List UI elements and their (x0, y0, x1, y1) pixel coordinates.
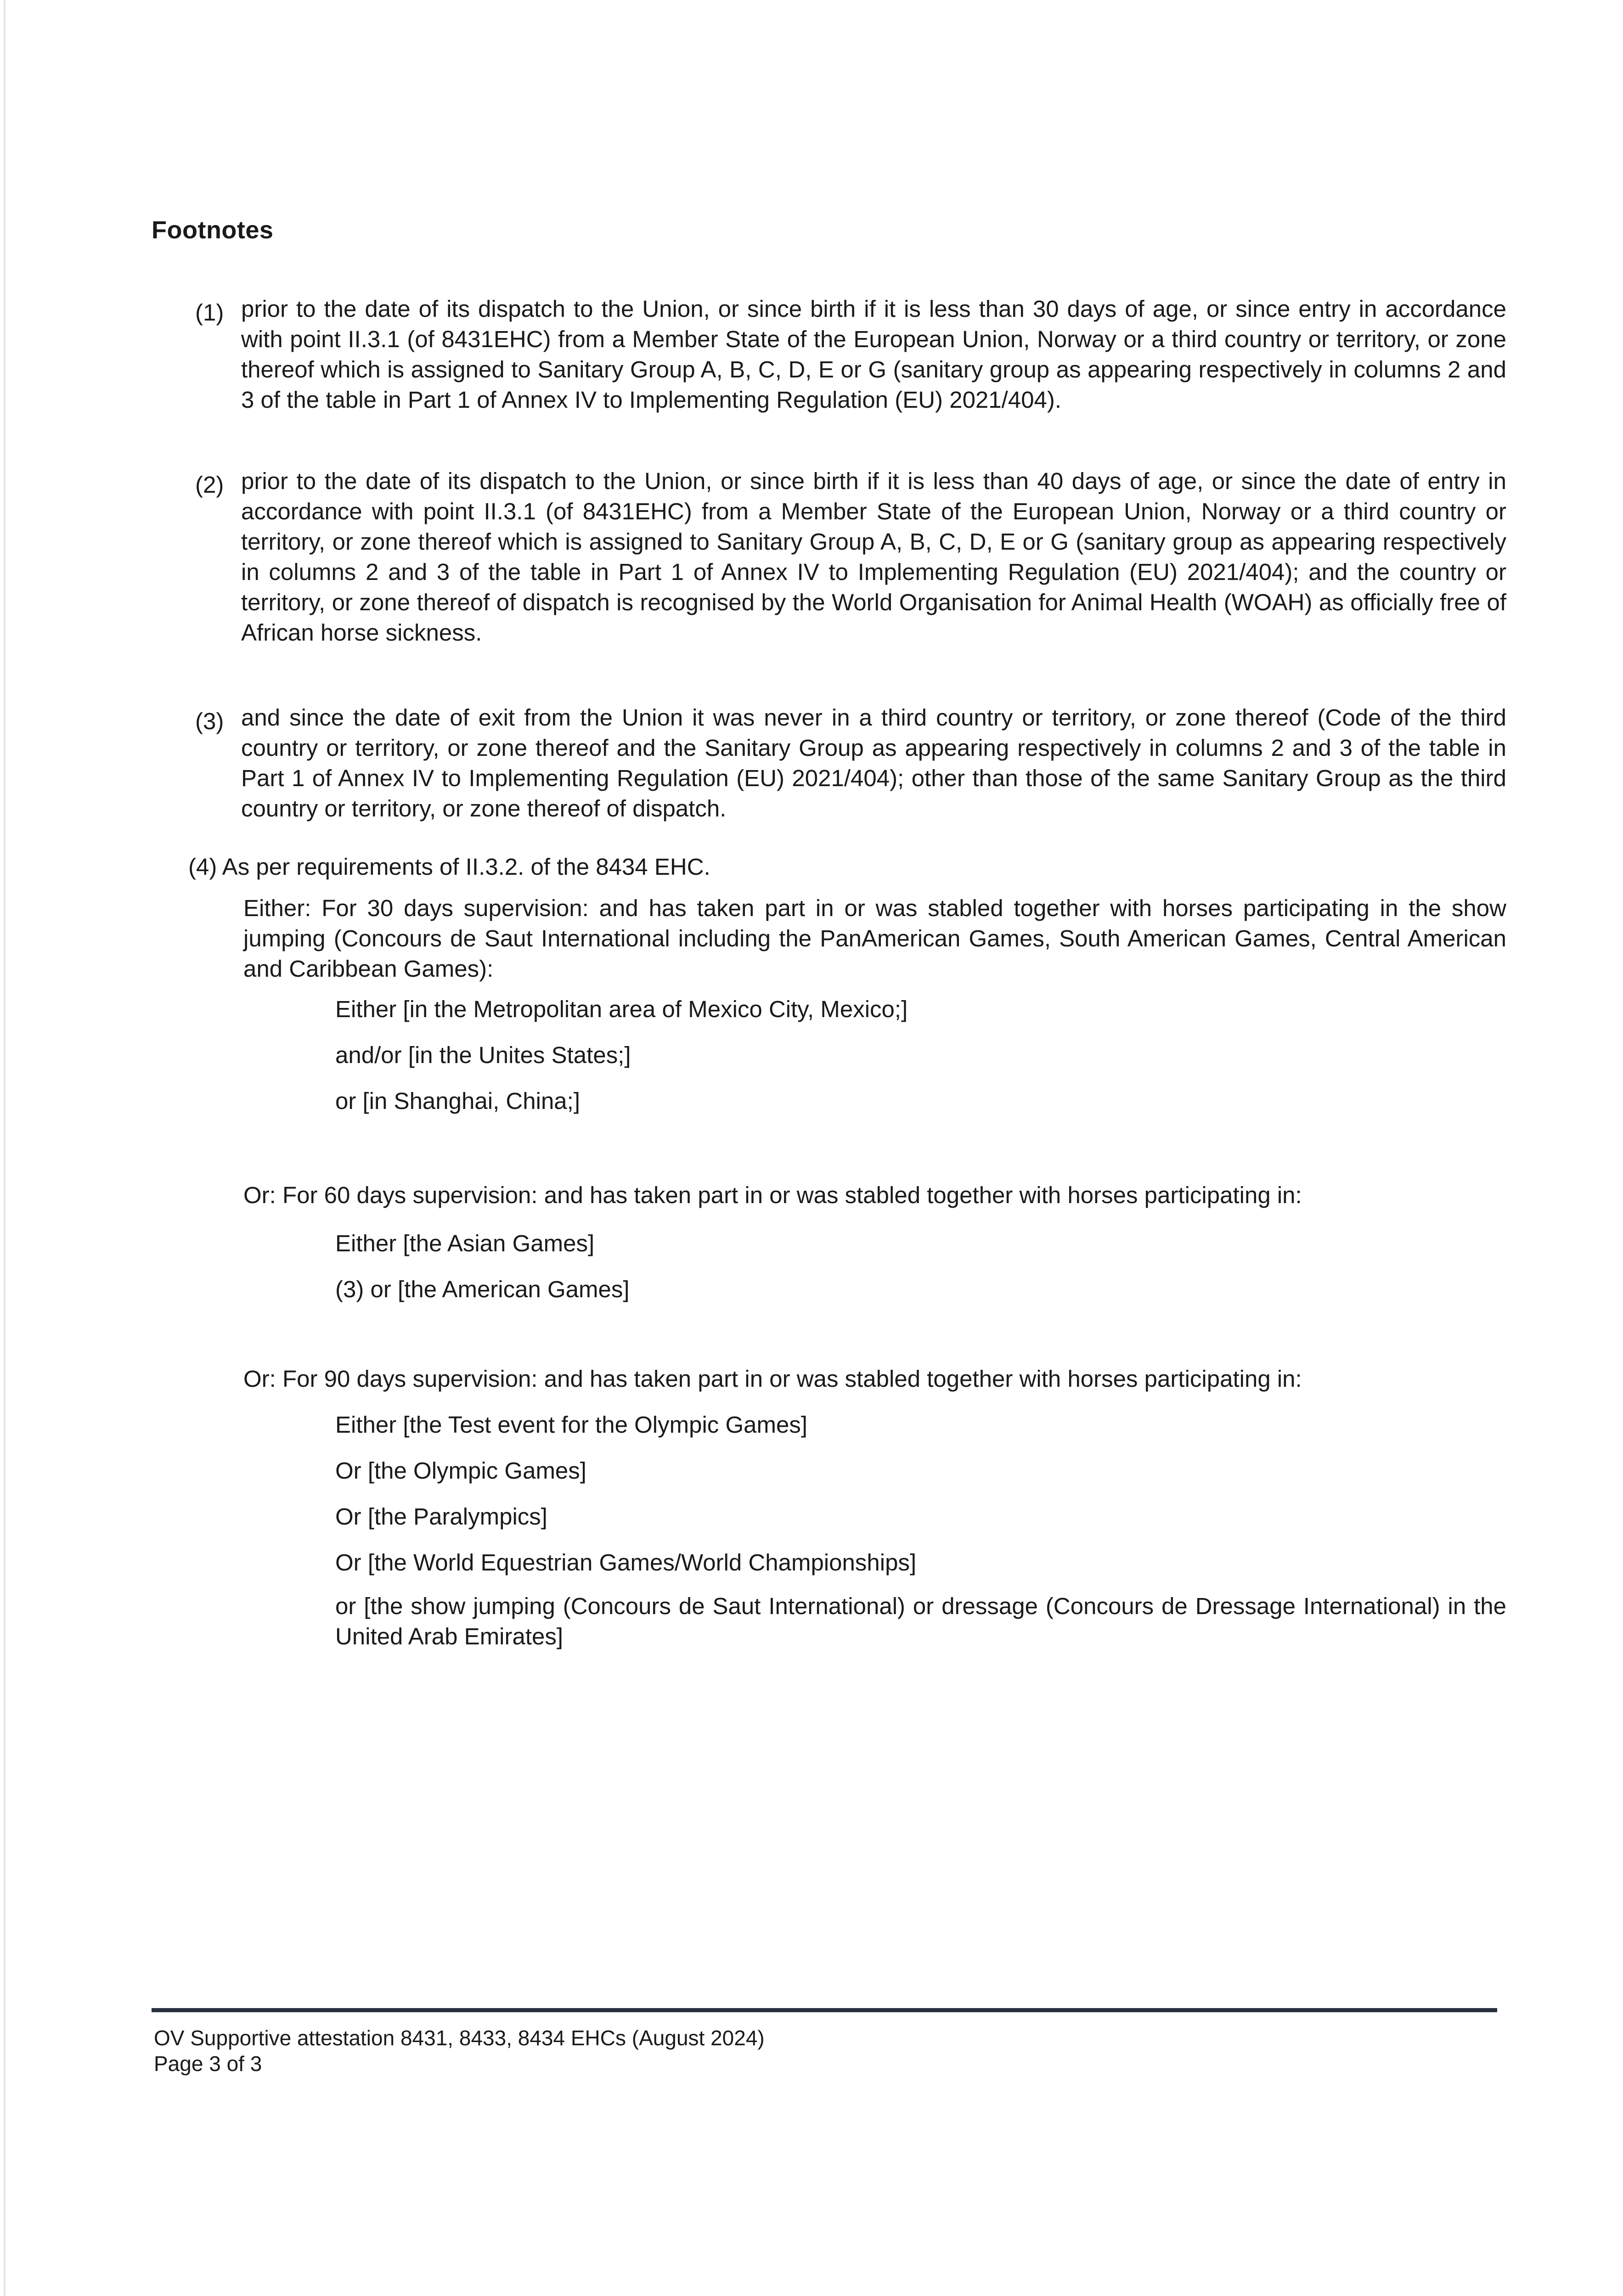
footnote-1 (197, 294, 1506, 415)
footnote-4-title: (4) As per requirements of II.3.2. of the 8434 EHC. (188, 854, 710, 880)
option-90-item: Either [the Test event for the Olympic Games] (335, 1412, 807, 1438)
footnote-text: and since the date of exit from the Union it was never in a third country or territory, or zone thereof (Code of the third country or territory, or zone thereof and the Sanitary Group as appearing respectively in columns 2 and 3 of the table in Part 1 of Annex IV to Implementing Regulation (EU) 2021/404); other than those of the same Sanitary Group as the third country or territory, or zone thereof of dispatch. (241, 704, 1506, 822)
footnote-text: prior to the date of its dispatch to the Union, or since birth if it is less than 40 days of age, or since the date of entry in accordance with point II.3.1 (of 8431EHC) from a Member State of the European Union, Norway or a third country or territory, or zone thereof which is assigned to Sanitary Group A, B, C, D, E or G (sanitary group as appearing respectively in columns 2 and 3 of the table in Part 1 of Annex IV to Implementing Regulation (EU) 2021/404); and the country or territory, or zone thereof of dispatch is recognised by the World Organisation for Animal Health (WOAH) as officially free of African horse sickness. (241, 468, 1506, 646)
option-90-days-intro: Or: For 90 days supervision: and has taken part in or was stabled together with horses participating in: (243, 1366, 1302, 1392)
option-30-item: or [in Shanghai, China;] (335, 1088, 580, 1114)
option-90-item: Or [the Paralympics] (335, 1503, 547, 1530)
option-30-days-intro: Either: For 30 days supervision: and has taken part in or was stabled together with horses participating in the show jumping (Concours de Saut International including the PanAmerican Games, South American Games, Central American and Caribbean Games): (243, 895, 1506, 982)
option-30-item: and/or [in the Unites States;] (335, 1042, 631, 1068)
footnotes-heading: Footnotes (152, 216, 274, 244)
option-90-item: Or [the World Equestrian Games/World Championships] (335, 1549, 917, 1576)
footnote-3 (197, 703, 1506, 824)
option-90-item: Or [the Olympic Games] (335, 1458, 586, 1484)
footnote-2 (197, 466, 1506, 648)
footer-page-number: Page 3 of 3 (154, 2052, 262, 2076)
footnote-number: (1) (195, 299, 224, 326)
option-30-item: Either [in the Metropolitan area of Mexico City, Mexico;] (335, 996, 908, 1022)
option-60-item: Either [the Asian Games] (335, 1230, 595, 1256)
footnote-number: (2) (195, 472, 224, 498)
footer-divider (152, 2008, 1497, 2012)
option-90-item: or [the show jumping (Concours de Saut International) or dressage (Concours de Dressage International) in the United Arab Emirates] (335, 1593, 1506, 1649)
option-60-item: (3) or [the American Games] (335, 1276, 630, 1302)
footer-document-title: OV Supportive attestation 8431, 8433, 8434 EHCs (August 2024) (154, 2026, 765, 2050)
footnote-number: (3) (195, 708, 224, 734)
option-60-days-intro: Or: For 60 days supervision: and has taken part in or was stabled together with horses participating in: (243, 1182, 1302, 1208)
page-edge-shadow (4, 0, 6, 2296)
footnote-text: prior to the date of its dispatch to the Union, or since birth if it is less than 30 days of age, or since entry in accordance with point II.3.1 (of 8431EHC) from a Member State of the European Union, Norway or a third country or territory, or zone thereof which is assigned to Sanitary Group A, B, C, D, E or G (sanitary group as appearing respectively in columns 2 and 3 of the table in Part 1 of Annex IV to Implementing Regulation (EU) 2021/404). (241, 296, 1506, 413)
